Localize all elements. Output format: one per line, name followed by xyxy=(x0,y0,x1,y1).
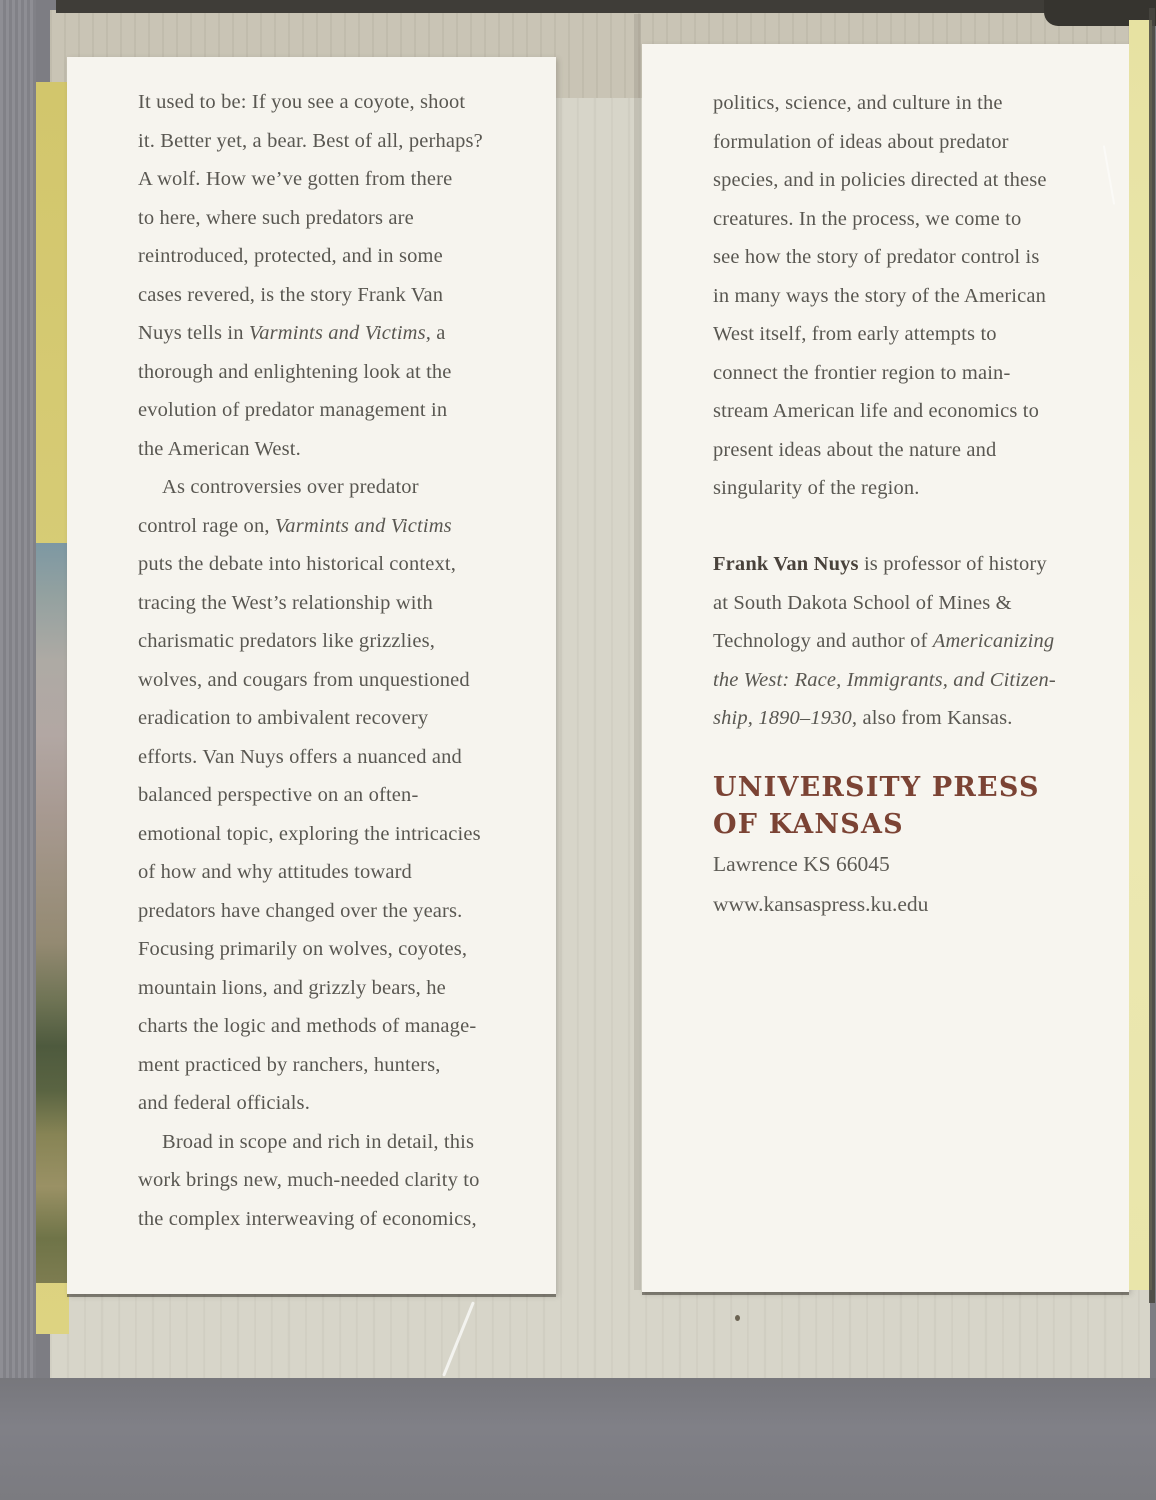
text-line: efforts. Van Nuys offers a nuanced and xyxy=(138,745,462,768)
text-line: It used to be: If you see a coyote, shoot xyxy=(138,91,466,113)
text-line: ship, 1890–1930, also from Kansas. xyxy=(713,707,1013,729)
text-line: ment practiced by ranchers, hunters, xyxy=(138,1053,441,1076)
text-line: of how and why attitudes toward xyxy=(138,861,412,883)
text-line: thorough and enlightening look at the xyxy=(138,360,452,383)
text-line: charismatic predators like grizzlies, xyxy=(138,630,435,652)
text-line: species, and in policies directed at these xyxy=(713,169,1047,191)
text-line: at South Dakota School of Mines & xyxy=(713,591,1012,614)
text-line: Focusing primarily on wolves, coyotes, xyxy=(138,938,468,960)
publisher-name-line2: OF KANSAS xyxy=(713,809,904,840)
spine-fold-shadow xyxy=(634,14,641,1290)
text-line: to here, where such predators are xyxy=(138,206,414,229)
cover-edge-yellow-left xyxy=(36,82,69,1334)
text-line: mountain lions, and grizzly bears, he xyxy=(138,976,446,999)
text-line: see how the story of predator control is xyxy=(713,246,1040,268)
text-line: Broad in scope and rich in detail, this xyxy=(162,1130,475,1153)
right-jacket-flap xyxy=(642,44,1129,1292)
text-line: connect the frontier region to main- xyxy=(713,361,1011,384)
scanner-background-bottom xyxy=(0,1378,1156,1500)
text-line: predators have changed over the years. xyxy=(138,899,463,922)
text-line: present ideas about the nature and xyxy=(713,438,997,461)
author-bio-text xyxy=(713,545,1056,738)
text-line: creatures. In the process, we come to xyxy=(713,207,1022,230)
text-line: cases revered, is the story Frank Van xyxy=(138,283,444,306)
text-line: emotional topic, exploring the intricacies xyxy=(138,822,481,845)
text-line: As controversies over predator xyxy=(162,476,419,498)
text-line: wolves, and cougars from unquestioned xyxy=(138,668,470,691)
text-line: West itself, from early attempts to xyxy=(713,323,997,345)
text-line: balanced perspective on an often- xyxy=(138,784,419,806)
text-line: and federal officials. xyxy=(138,1092,310,1114)
text-line: stream American life and economics to xyxy=(713,400,1040,422)
text-line: evolution of predator management in xyxy=(138,399,448,421)
left-jacket-flap xyxy=(67,57,556,1294)
text-line: singularity of the region. xyxy=(713,477,920,499)
publisher-name-line1: UNIVERSITY PRESS xyxy=(713,772,1040,803)
publisher-name xyxy=(713,769,1040,843)
text-line: eradication to ambivalent recovery xyxy=(138,707,429,729)
publisher-address-block xyxy=(713,844,928,924)
text-line: charts the logic and methods of manage- xyxy=(138,1015,477,1037)
publisher-address: Lawrence KS 66045 xyxy=(713,852,890,876)
scan-speck xyxy=(735,1315,740,1321)
text-line: Technology and author of Americanizing xyxy=(713,630,1055,652)
text-line: the West: Race, Immigrants, and Citizen- xyxy=(713,668,1056,691)
text-line: reintroduced, protected, and in some xyxy=(138,245,443,267)
book-right-edge-shadow xyxy=(1149,8,1155,1303)
text-line: formulation of ideas about predator xyxy=(713,130,1009,153)
scanner-background-left xyxy=(0,0,36,1500)
book-top-edge-shadow xyxy=(56,0,1156,13)
right-flap-text xyxy=(713,84,1047,508)
text-line: Nuys tells in Varmints and Victims, a xyxy=(138,322,446,344)
text-line: A wolf. How we’ve gotten from there xyxy=(138,168,453,190)
text-line: control rage on, Varmints and Victims xyxy=(138,514,452,537)
text-line: puts the debate into historical context, xyxy=(138,553,456,575)
text-line: the American West. xyxy=(138,437,301,460)
text-line: work brings new, much-needed clarity to xyxy=(138,1169,480,1191)
text-line: tracing the West’s relationship with xyxy=(138,591,433,614)
left-flap-text xyxy=(138,83,483,1238)
text-line: in many ways the story of the American xyxy=(713,284,1047,307)
publisher-website: www.kansaspress.ku.edu xyxy=(713,892,929,916)
text-line: politics, science, and culture in the xyxy=(713,92,1003,114)
text-line: Frank Van Nuys is professor of history xyxy=(713,553,1047,575)
text-line: it. Better yet, a bear. Best of all, perhaps? xyxy=(138,129,483,152)
text-line: the complex interweaving of economics, xyxy=(138,1207,477,1230)
cover-art-sliver xyxy=(36,543,69,1283)
